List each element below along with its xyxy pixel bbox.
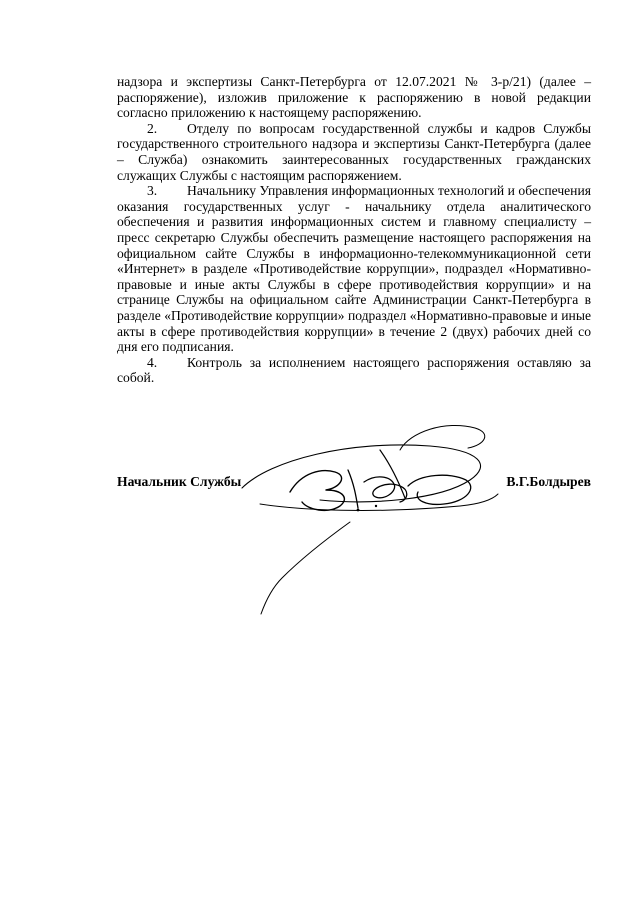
- signatory-name: В.Г.Болдырев: [506, 474, 591, 489]
- signature-block: [117, 474, 591, 494]
- item-number: 4.: [147, 354, 158, 370]
- continuation-paragraph: надзора и экспертизы Санкт-Петербурга от 12.07.2021 № 3-р/21) (далее – распоряжение), изложив приложение к распоряжению в новой редакции согласно приложению к настоящему распоряжению.: [117, 74, 591, 121]
- item-paragraph-3: [117, 183, 591, 355]
- item-number: 3.: [147, 183, 158, 199]
- document-body: [117, 74, 591, 386]
- signatory-position: Начальник Службы: [117, 474, 242, 489]
- item-text: Начальнику Управления информационных технологий и обеспечения оказания государственных услуг - начальнику отдела аналитического обеспечения и развития информационных систем и главному специалисту – пресс секретарю Службы обеспечить размещение настоящего распоряжения на официальном сайте Службы в информационно-телекоммуникационной сети «Интернет» в разделе «Противодействие коррупции», подраздел «Нормативно-правовые и иные акты Службы в сфере противодействия коррупции» и на странице Службы на официальном сайте Администрации Санкт-Петербурга в разделе «Противодействие коррупции» подраздел «Нормативно-правовые и иные акты в сфере противодействия коррупции» в течение 2 (двух) рабочих дней со дня его подписания.: [117, 183, 591, 355]
- item-text: Контроль за исполнением настоящего распоряжения оставляю за собой.: [117, 354, 591, 386]
- item-paragraph-4: [117, 355, 591, 386]
- item-paragraph-2: [117, 121, 591, 183]
- item-number: 2.: [147, 120, 158, 136]
- item-text: Отделу по вопросам государственной службы и кадров Службы государственного строительного надзора и экспертизы Санкт-Петербурга (далее – Служба) ознакомить заинтересованных государственных гражданских служащих Службы с настоящим распоряжением.: [117, 120, 591, 183]
- handwritten-signature: [230, 410, 530, 620]
